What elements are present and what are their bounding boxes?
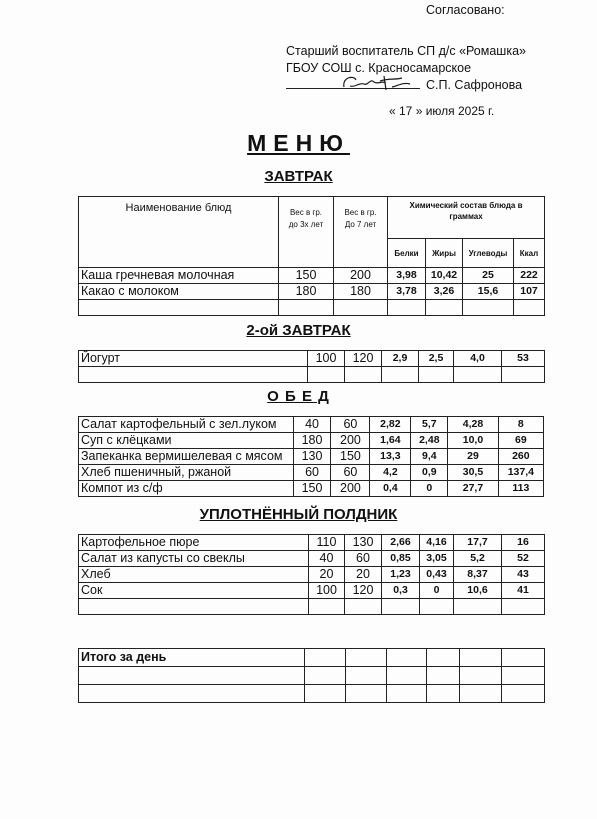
lunch-table: [78, 416, 544, 497]
approver-school: ГБОУ СОШ с. Красносамарское: [286, 61, 472, 75]
table-row: Компот из с/ф 150 200 0,4 0 27,7 113: [79, 481, 544, 497]
total-label: Итого за день: [79, 649, 305, 667]
total-table: [78, 648, 545, 703]
table-row: Картофельное пюре 110 130 2,66 4,16 17,7 16: [79, 535, 545, 551]
header-kcal: Ккал: [514, 239, 545, 268]
table-row: Салат из капусты со свеклы 40 60 0,85 3,05 5,2 52: [79, 551, 545, 567]
header-chem: Химический состав блюда в граммах: [388, 197, 545, 239]
table-row-empty: [79, 599, 545, 615]
approver-name: С.П. Сафронова: [426, 78, 523, 92]
section-title-second-breakfast: 2-ой ЗАВТРАК: [246, 322, 351, 339]
approval-date: « 17 » июля 2025 г.: [389, 104, 495, 118]
table-row: Сок 100 120 0,3 0 10,6 41: [79, 583, 545, 599]
signature-icon: [340, 72, 420, 94]
table-row: Каша гречневая молочная 150 200 3,98 10,42 25 222: [79, 268, 545, 284]
table-row-empty: [79, 367, 545, 383]
section-title-snack: УПЛОТНЁННЫЙ ПОЛДНИК: [199, 506, 398, 523]
header-fats: Жиры: [426, 239, 463, 268]
table-row: Суп с клёцками 180 200 1,64 2,48 10,0 69: [79, 433, 544, 449]
header-proteins: Белки: [388, 239, 426, 268]
header-weight-3: Вес в гр. до 3х лет: [279, 197, 334, 268]
table-row: Хлеб 20 20 1,23 0,43 8,37 43: [79, 567, 545, 583]
table-row: [79, 649, 545, 667]
table-row: Хлеб пшеничный, ржаной 60 60 4,2 0,9 30,5 137,4: [79, 465, 544, 481]
header-weight-7: Вес в гр. До 7 лет: [334, 197, 388, 268]
second-breakfast-table: [78, 350, 545, 383]
table-row-empty: [79, 667, 545, 685]
breakfast-table: [78, 196, 545, 316]
approver-position: Старший воспитатель СП д/с «Ромашка»: [286, 44, 526, 58]
table-row-empty: [79, 685, 545, 703]
snack-table: [78, 534, 545, 615]
approval-title: Согласовано:: [426, 3, 505, 17]
page-title: МЕНЮ: [247, 130, 350, 156]
table-row: Салат картофельный с зел.луком 40 60 2,82 5,7 4,28 8: [79, 417, 544, 433]
table-row-empty: [79, 300, 545, 316]
table-row: Какао с молоком 180 180 3,78 3,26 15,6 107: [79, 284, 545, 300]
section-title-lunch: О Б Е Д: [267, 388, 330, 405]
table-row: Запеканка вермишелевая с мясом 130 150 13,3 9,4 29 260: [79, 449, 544, 465]
header-dish-name: Наименование блюд: [79, 197, 279, 268]
table-row: Йогурт 100 120 2,9 2,5 4,0 53: [79, 351, 545, 367]
header-carbs: Углеводы: [463, 239, 514, 268]
section-title-breakfast: ЗАВТРАК: [264, 168, 333, 185]
